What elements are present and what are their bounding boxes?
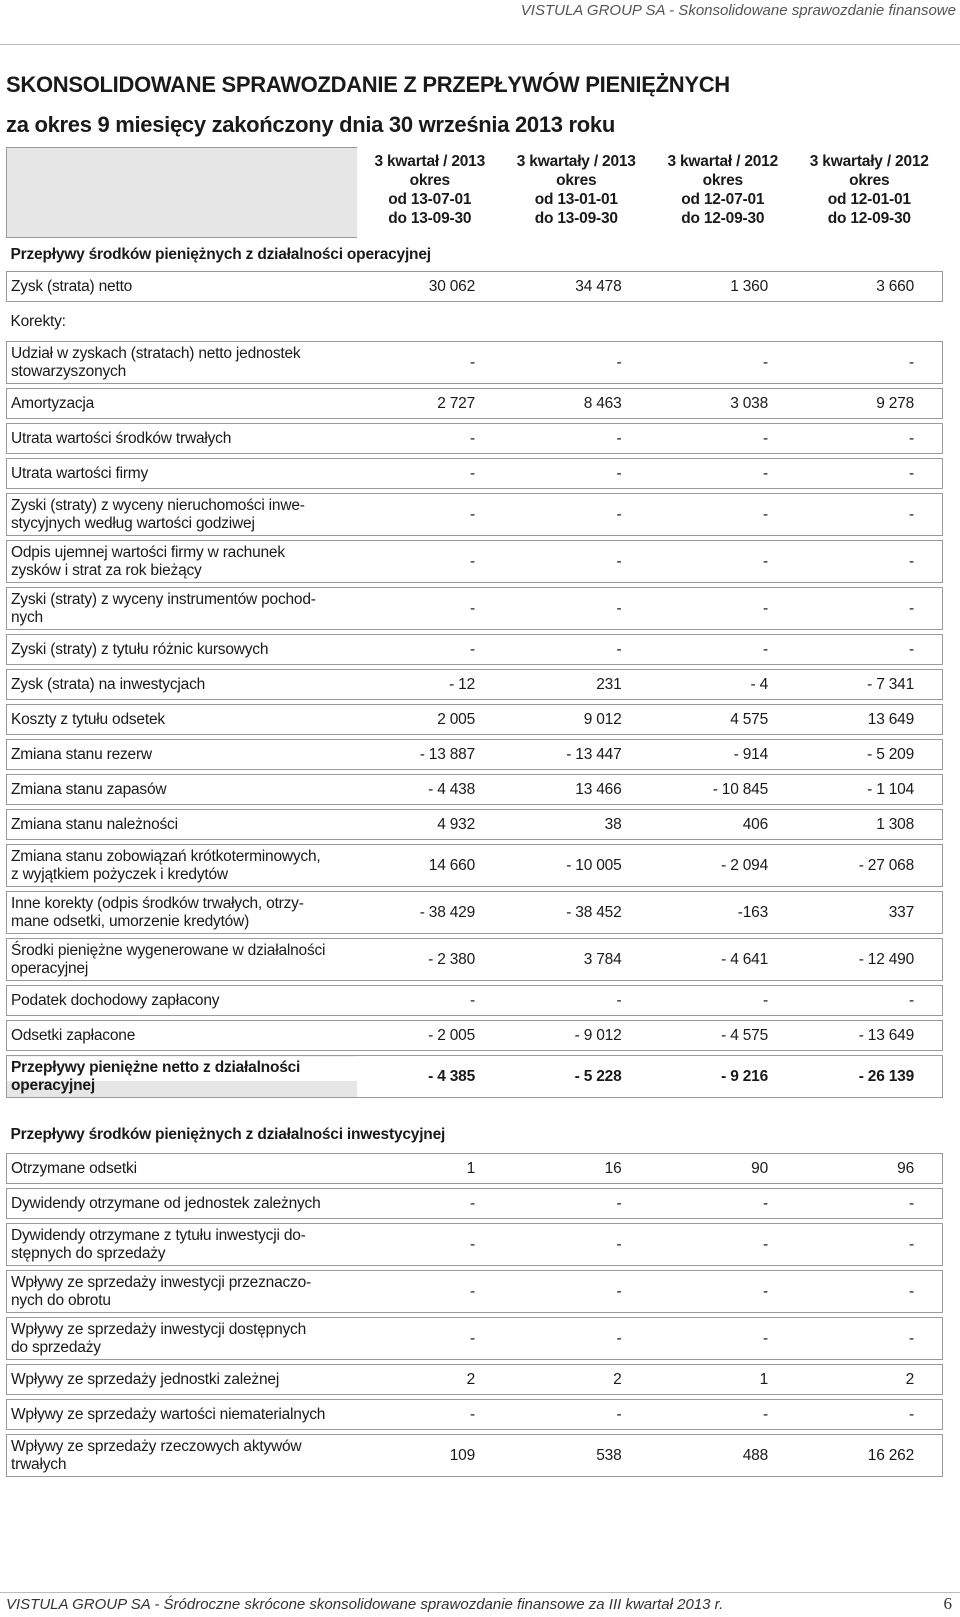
table-row	[7, 424, 943, 454]
row-value: - 914	[650, 740, 797, 770]
row-value: -	[503, 588, 650, 630]
column-header	[357, 148, 504, 238]
row-value: 16	[503, 1154, 650, 1184]
row-value: -	[650, 459, 797, 489]
table-row	[7, 986, 943, 1016]
table-row	[7, 1400, 943, 1430]
row-value: 9 278	[796, 389, 943, 419]
column-header-line: od 13-07-01	[388, 190, 472, 208]
row-value: -	[796, 1189, 943, 1219]
row-value: - 38 452	[503, 892, 650, 934]
row-value: -	[503, 1271, 650, 1313]
column-header-line: okres	[849, 171, 890, 189]
column-header-row	[7, 148, 943, 238]
row-value: 2	[503, 1365, 650, 1395]
row-value: 3 038	[650, 389, 797, 419]
row-value: 488	[650, 1435, 797, 1477]
row-value: -	[357, 588, 504, 630]
row-label: Zmiana stanu zapasów	[7, 775, 357, 805]
row-label: Inne korekty (odpis środków trwałych, otrzy- mane odsetki, umorzenie kredytów)	[7, 892, 357, 934]
row-value: 16 262	[796, 1435, 943, 1477]
row-label: Dywidendy otrzymane od jednostek zależnych	[7, 1189, 357, 1219]
row-value: - 10 005	[503, 845, 650, 887]
column-header-line: do 13-09-30	[388, 209, 472, 227]
row-value: - 9 216	[650, 1056, 797, 1098]
row-value: -	[503, 1318, 650, 1360]
row-value: -	[357, 459, 504, 489]
cash-flow-table	[6, 147, 943, 1482]
section-header-row	[7, 238, 943, 270]
column-header	[650, 148, 797, 238]
table-row	[7, 1318, 943, 1360]
section-header-row	[7, 1118, 943, 1150]
row-value: -	[503, 342, 650, 384]
row-value: 2 005	[357, 705, 504, 735]
column-header-line: do 13-09-30	[534, 209, 618, 227]
row-value: - 13 887	[357, 740, 504, 770]
row-value: -	[650, 1189, 797, 1219]
row-value: -	[796, 494, 943, 536]
row-value: -	[503, 635, 650, 665]
footer-text: VISTULA GROUP SA - Śródroczne skrócone skonsolidowane sprawozdanie finansowe za III kwartał 2013 r.	[6, 1596, 724, 1613]
row-value: -	[650, 342, 797, 384]
row-value: -	[796, 986, 943, 1016]
row-value: -	[357, 1189, 504, 1219]
row-label: Środki pieniężne wygenerowane w działalności operacyjnej	[7, 939, 357, 981]
row-label: Zysk (strata) netto	[7, 272, 357, 302]
section-header-investing: Przepływy środków pieniężnych z działalności inwestycyjnej	[10, 1125, 446, 1143]
row-value: 1 308	[796, 810, 943, 840]
row-value: -	[357, 424, 504, 454]
row-value: -	[650, 494, 797, 536]
column-header-line: do 12-09-30	[681, 209, 765, 227]
row-value: -	[796, 541, 943, 583]
row-spacer	[7, 1098, 943, 1118]
row-value: 3 660	[796, 272, 943, 302]
column-header-line: do 12-09-30	[827, 209, 911, 227]
row-value: 3 784	[503, 939, 650, 981]
row-value: - 4 575	[650, 1021, 797, 1051]
row-value: 14 660	[357, 845, 504, 887]
row-value: 231	[503, 670, 650, 700]
row-value: -	[357, 1318, 504, 1360]
row-value: - 13 649	[796, 1021, 943, 1051]
row-value: - 1 104	[796, 775, 943, 805]
row-label: Zyski (straty) z wyceny instrumentów pochod- nych	[7, 588, 357, 630]
row-label: Wpływy ze sprzedaży rzeczowych aktywów trwałych	[7, 1435, 357, 1477]
table-row	[7, 588, 943, 630]
row-label: Korekty:	[10, 312, 66, 330]
row-value: -	[503, 1224, 650, 1266]
row-value: 13 649	[796, 705, 943, 735]
row-label: Udział w zyskach (stratach) netto jednostek stowarzyszonych	[7, 342, 357, 384]
row-value: 2	[357, 1365, 504, 1395]
row-value: -	[357, 541, 504, 583]
row-value: -	[503, 1189, 650, 1219]
row-value: 2 727	[357, 389, 504, 419]
row-value	[796, 307, 943, 337]
row-value: 30 062	[357, 272, 504, 302]
row-value: - 5 228	[503, 1056, 650, 1098]
row-value: -163	[650, 892, 797, 934]
row-value: -	[650, 588, 797, 630]
row-value: 13 466	[503, 775, 650, 805]
running-header: VISTULA GROUP SA - Skonsolidowane sprawozdanie finansowe	[520, 2, 956, 19]
column-header	[796, 148, 943, 238]
row-value: -	[503, 986, 650, 1016]
row-value: -	[357, 986, 504, 1016]
row-value: -	[796, 1318, 943, 1360]
row-label: Wpływy ze sprzedaży jednostki zależnej	[7, 1365, 357, 1395]
row-value: 34 478	[503, 272, 650, 302]
table-row	[7, 635, 943, 665]
table-row	[7, 389, 943, 419]
column-header-line: okres	[409, 171, 450, 189]
table-row	[7, 939, 943, 981]
table-row	[7, 1021, 943, 1051]
table-row	[7, 272, 943, 302]
row-value: 109	[357, 1435, 504, 1477]
row-value: -	[650, 635, 797, 665]
column-header-line: 3 kwartał / 2012	[667, 152, 779, 170]
row-value: 538	[503, 1435, 650, 1477]
table-row	[7, 541, 943, 583]
table-row	[7, 740, 943, 770]
row-value: - 5 209	[796, 740, 943, 770]
row-label: Utrata wartości środków trwałych	[7, 424, 357, 454]
row-value: -	[503, 1400, 650, 1430]
row-value: 1	[357, 1154, 504, 1184]
row-value: - 2 094	[650, 845, 797, 887]
row-value: 1 360	[650, 272, 797, 302]
row-value: 90	[650, 1154, 797, 1184]
row-value: -	[650, 1271, 797, 1313]
page-number: 6	[943, 1594, 952, 1613]
row-value: 337	[796, 892, 943, 934]
row-value: -	[650, 1224, 797, 1266]
table-row	[7, 1435, 943, 1477]
row-label: Zmiana stanu należności	[7, 810, 357, 840]
row-value: -	[357, 1271, 504, 1313]
table-row	[7, 810, 943, 840]
header-label-cell	[7, 148, 357, 238]
row-label: Zyski (straty) z tytułu różnic kursowych	[7, 635, 357, 665]
row-value: -	[796, 342, 943, 384]
row-value: -	[796, 1224, 943, 1266]
column-header-line: 3 kwartały / 2013	[516, 152, 636, 170]
table-row	[7, 705, 943, 735]
row-value: -	[503, 494, 650, 536]
row-value: -	[357, 494, 504, 536]
row-value: -	[650, 541, 797, 583]
table-row	[7, 494, 943, 536]
row-value: -	[357, 1400, 504, 1430]
table-row	[7, 307, 943, 337]
row-value: - 27 068	[796, 845, 943, 887]
row-value: 38	[503, 810, 650, 840]
row-label: Amortyzacja	[7, 389, 357, 419]
row-value: -	[357, 1224, 504, 1266]
table-row	[7, 775, 943, 805]
row-value: 9 012	[503, 705, 650, 735]
row-value: 1	[650, 1365, 797, 1395]
row-value: 8 463	[503, 389, 650, 419]
row-value: - 4 641	[650, 939, 797, 981]
row-value: - 12 490	[796, 939, 943, 981]
row-value: - 13 447	[503, 740, 650, 770]
row-value: -	[357, 342, 504, 384]
row-value: -	[796, 459, 943, 489]
row-value: -	[796, 635, 943, 665]
column-header-line: od 13-01-01	[534, 190, 618, 208]
row-value: -	[650, 986, 797, 1016]
row-value: -	[796, 1271, 943, 1313]
section-header-operating: Przepływy środków pieniężnych z działalności operacyjnej	[10, 245, 431, 263]
row-value: -	[503, 424, 650, 454]
row-value: - 7 341	[796, 670, 943, 700]
table-row	[7, 892, 943, 934]
column-header-line: okres	[556, 171, 597, 189]
row-value: - 26 139	[796, 1056, 943, 1098]
row-value	[357, 307, 504, 337]
row-value: -	[796, 424, 943, 454]
row-value: -	[650, 1400, 797, 1430]
column-header-line: okres	[702, 171, 743, 189]
row-value	[650, 307, 797, 337]
row-value	[503, 307, 650, 337]
row-value: -	[650, 1318, 797, 1360]
row-label: Koszty z tytułu odsetek	[7, 705, 357, 735]
table-row	[7, 342, 943, 384]
row-label: Zmiana stanu zobowiązań krótkoterminowych, z wyjątkiem pożyczek i kredytów	[7, 845, 357, 887]
row-label: Odpis ujemnej wartości firmy w rachunek zysków i strat za rok bieżący	[7, 541, 357, 583]
row-label: Otrzymane odsetki	[7, 1154, 357, 1184]
row-value: 96	[796, 1154, 943, 1184]
page-title: SKONSOLIDOWANE SPRAWOZDANIE Z PRZEPŁYWÓW PIENIĘŻNYCH	[6, 72, 730, 97]
row-value: -	[503, 541, 650, 583]
row-value: 4 575	[650, 705, 797, 735]
row-label: Odsetki zapłacone	[7, 1021, 357, 1051]
page-subtitle: za okres 9 miesięcy zakończony dnia 30 września 2013 roku	[6, 112, 615, 137]
row-spacer	[7, 1477, 943, 1482]
table-row	[7, 459, 943, 489]
header-rule	[0, 44, 960, 45]
row-label: Zyski (straty) z wyceny nieruchomości inwe- stycyjnych według wartości godziwej	[7, 494, 357, 536]
row-value: 406	[650, 810, 797, 840]
row-label: Przepływy pieniężne netto z działalności operacyjnej	[7, 1056, 357, 1098]
row-label: Utrata wartości firmy	[7, 459, 357, 489]
row-value: - 4	[650, 670, 797, 700]
row-value: - 12	[357, 670, 504, 700]
row-label: Zysk (strata) na inwestycjach	[7, 670, 357, 700]
table-row	[7, 1154, 943, 1184]
column-header-line: 3 kwartał / 2013	[374, 152, 486, 170]
table-row	[7, 1365, 943, 1395]
row-value: -	[503, 459, 650, 489]
row-label: Dywidendy otrzymane z tytułu inwestycji do- stępnych do sprzedaży	[7, 1224, 357, 1266]
row-value: - 2 005	[357, 1021, 504, 1051]
row-label: Wpływy ze sprzedaży wartości niematerialnych	[7, 1400, 357, 1430]
row-label: Wpływy ze sprzedaży inwestycji przeznaczo- nych do obrotu	[7, 1271, 357, 1313]
row-value: - 9 012	[503, 1021, 650, 1051]
table-row	[7, 670, 943, 700]
row-value: - 38 429	[357, 892, 504, 934]
row-value: 4 932	[357, 810, 504, 840]
footer-rule	[0, 1592, 960, 1593]
row-value: -	[796, 588, 943, 630]
column-header-line: od 12-01-01	[827, 190, 911, 208]
row-value: 2	[796, 1365, 943, 1395]
row-label: Podatek dochodowy zapłacony	[7, 986, 357, 1016]
table-row	[7, 1224, 943, 1266]
row-label: Zmiana stanu rezerw	[7, 740, 357, 770]
row-value: -	[650, 424, 797, 454]
column-header-line: 3 kwartały / 2012	[809, 152, 929, 170]
row-value: - 4 438	[357, 775, 504, 805]
row-value: -	[796, 1400, 943, 1430]
row-value: - 10 845	[650, 775, 797, 805]
row-label: Wpływy ze sprzedaży inwestycji dostępnych do sprzedaży	[7, 1318, 357, 1360]
table-row	[7, 1271, 943, 1313]
column-header-line: od 12-07-01	[681, 190, 765, 208]
row-value: - 4 385	[357, 1056, 504, 1098]
row-value: - 2 380	[357, 939, 504, 981]
table-row	[7, 845, 943, 887]
table-row	[7, 1056, 943, 1098]
column-header	[503, 148, 650, 238]
table-row	[7, 1189, 943, 1219]
row-value: -	[357, 635, 504, 665]
